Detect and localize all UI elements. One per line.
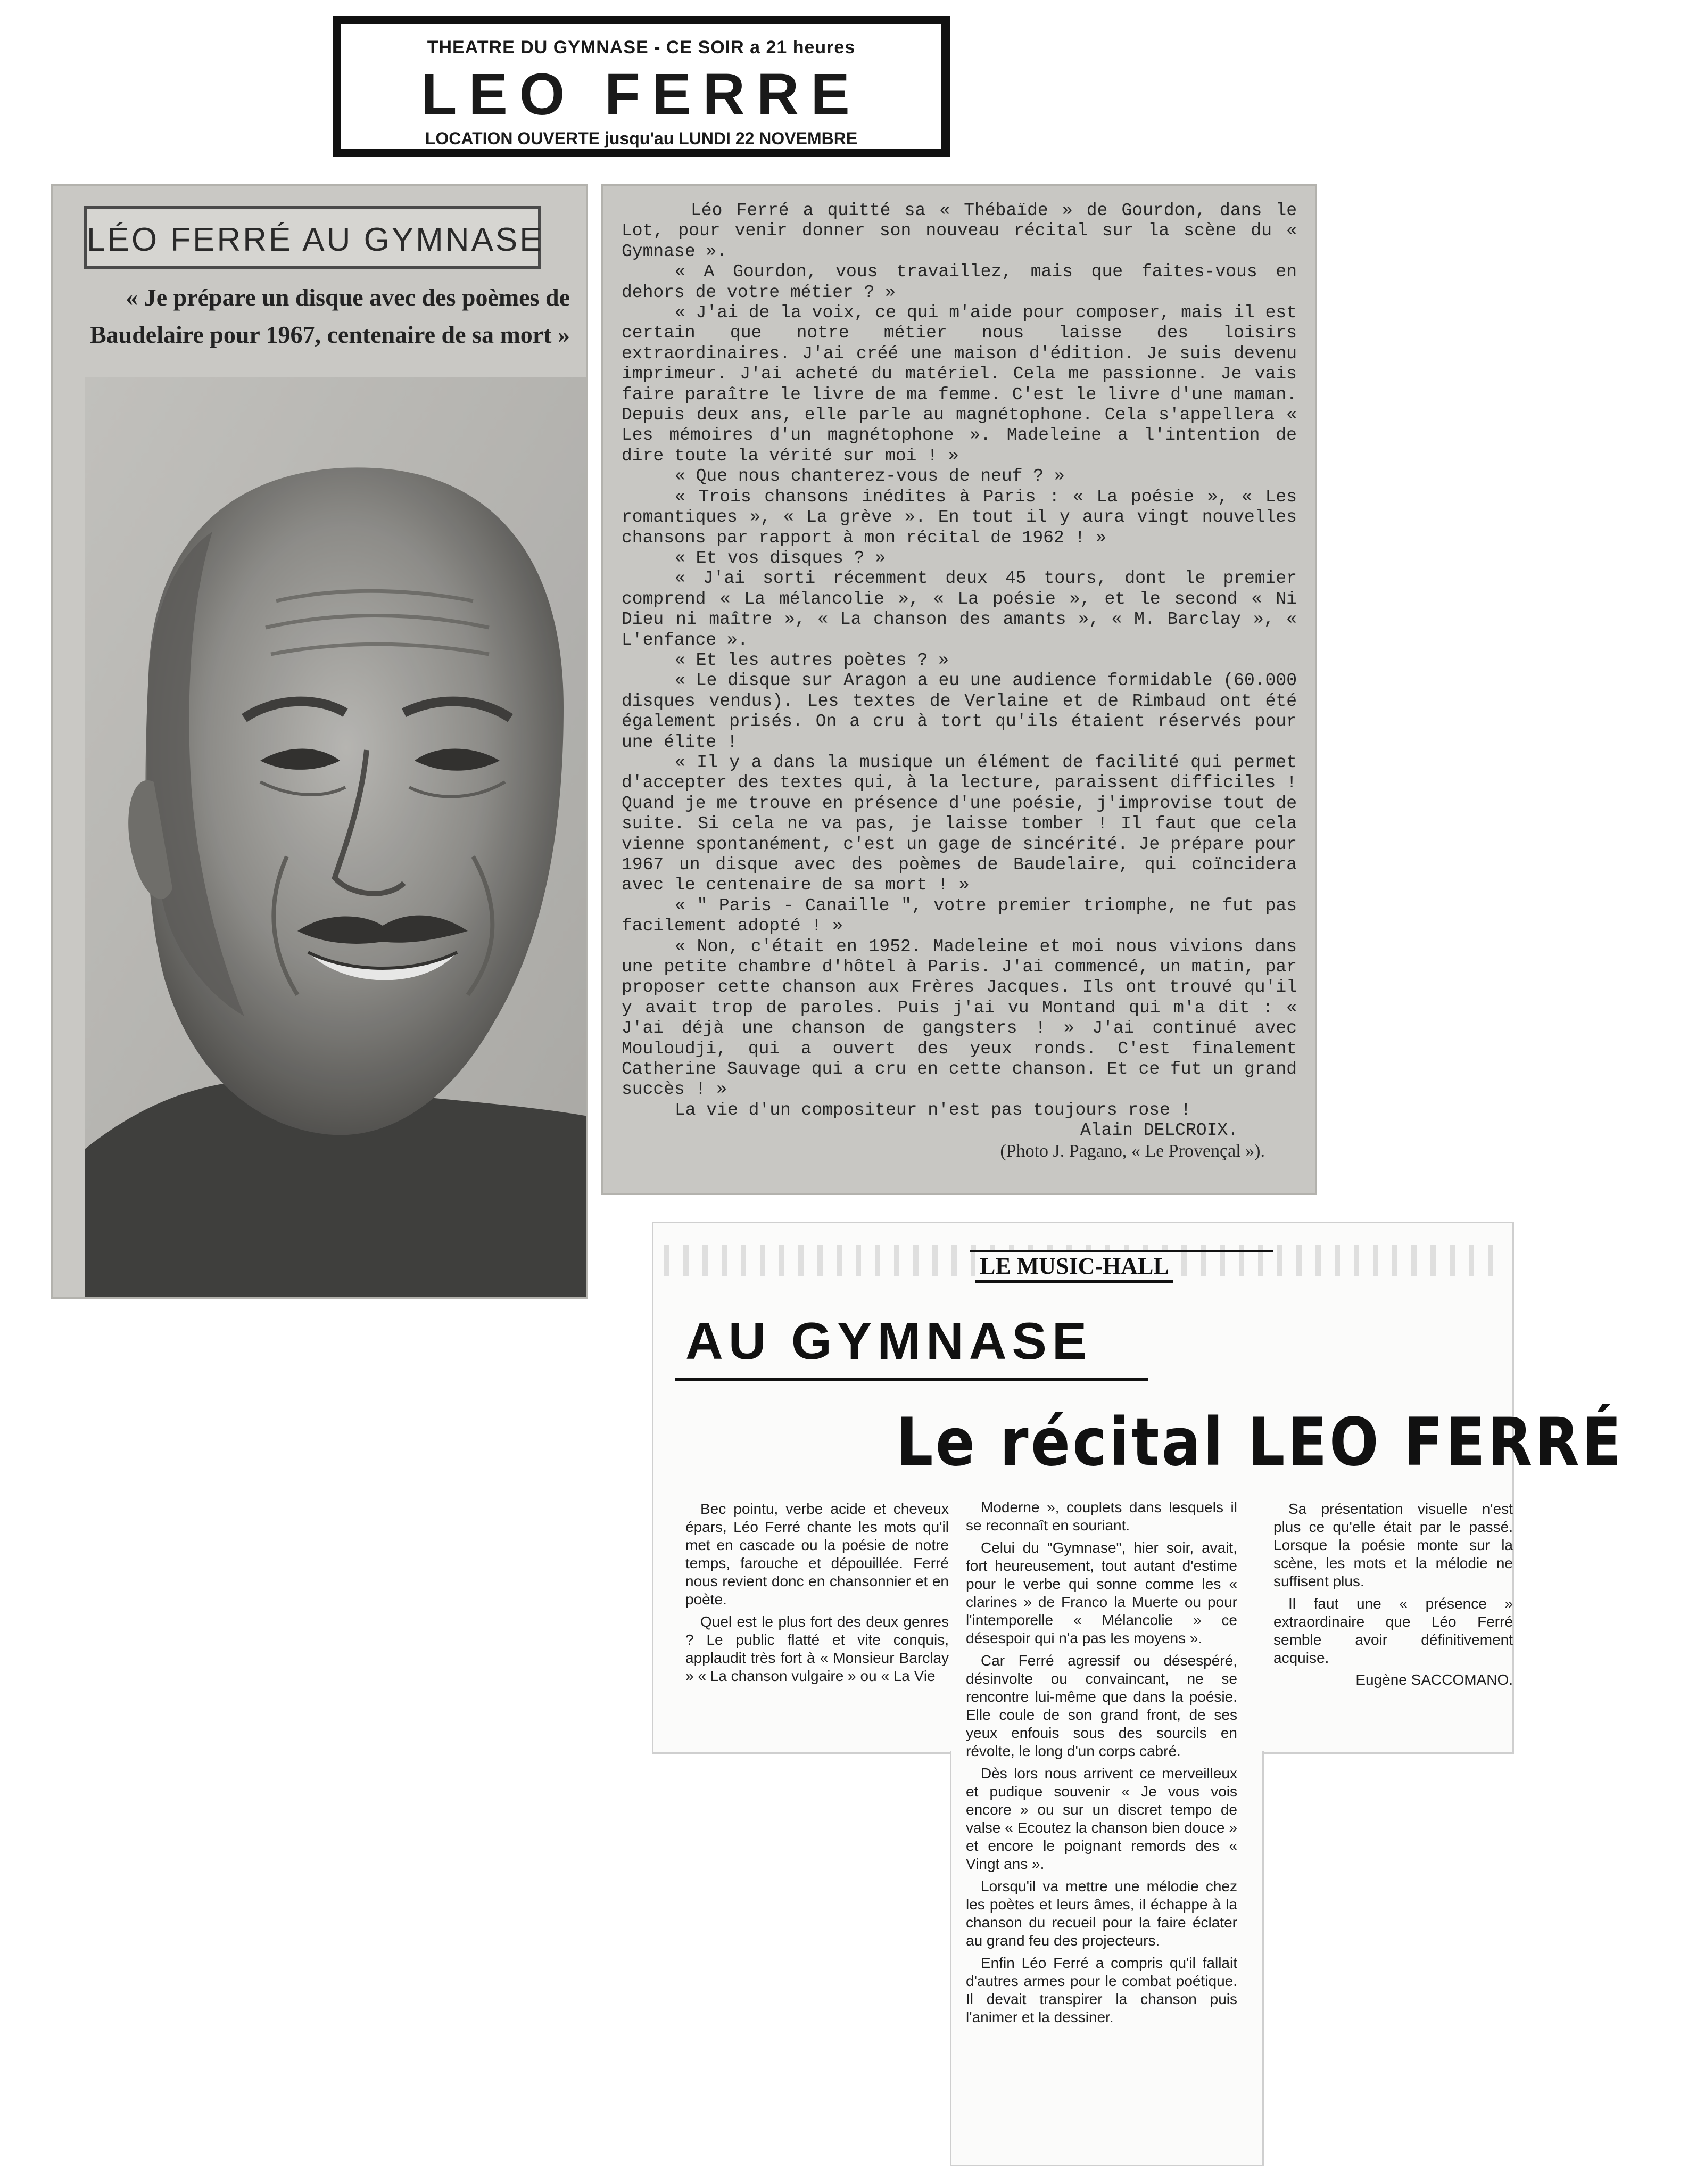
review-paragraph: Il faut une « présence » extraordinaire que Léo Ferré semble avoir définitivement acquise. — [1273, 1595, 1513, 1666]
portrait-photo — [85, 377, 588, 1299]
interview-paragraph: « Le disque sur Aragon a eu une audience formidable (60.000 disques vendus). Les textes de Verlaine et de Rimbaud ont été également prisés. On a cru à tort qu'ils étaient réservés pour une élite ! — [622, 671, 1297, 752]
interview-paragraph: La vie d'un compositeur n'est pas toujours rose ! — [675, 1100, 1191, 1120]
review-kicker: AU GYMNASE — [685, 1312, 1093, 1370]
interview-text-clipping — [601, 184, 1317, 1195]
interview-pull-quote: « Je prépare un disque avec des poèmes de Baudelaire pour 1967, centenaire de sa mort » — [89, 284, 570, 348]
review-signature: Eugène SACCOMANO. — [1355, 1671, 1513, 1688]
photo-credit: (Photo J. Pagano, « Le Provençal »). — [1000, 1141, 1265, 1161]
review-rubric: LE MUSIC-HALL — [975, 1252, 1173, 1283]
interview-paragraph: « J'ai sorti récemment deux 45 tours, dont le premier comprend « La mélancolie », « La poésie », et le second « Ni Dieu ni maître », « La chanson des amants », « M. Barclay », « L'enfance ». — [622, 568, 1297, 650]
interview-heading: LÉO FERRÉ AU GYMNASE — [87, 221, 544, 258]
review-column-2 — [966, 1498, 1237, 2031]
interview-body — [622, 201, 1297, 1120]
interview-paragraph: « Trois chansons inédites à Paris : « La poésie », « Les romantiques », « La grève ». En tout il y aura vingt nouvelles chansons par rapport à mon récital de 1962 ! » — [622, 487, 1297, 548]
review-paragraph: Moderne », couplets dans lesquels il se reconnaît en souriant. — [966, 1499, 1237, 1534]
interview-paragraph: Léo Ferré a quitté sa « Thébaïde » de Gourdon, dans le Lot, pour venir donner son nouveau récital sur la scène du « Gymnase ». — [622, 201, 1297, 261]
interview-paragraph: « Que nous chanterez-vous de neuf ? » — [675, 466, 1065, 487]
interview-paragraph: « Non, c'était en 1952. Madeleine et moi nous vivions dans une petite chambre d'hôtel à Paris. J'ai commencé, un matin, par proposer cette chanson aux Frères Jacques. Ils ont trouvé qu'il y avait trop de paroles. Puis j'ai vu Montand qui m'a dit : « J'ai déjà une chanson de gangsters ! » J'ai continué avec Mouloudji, qui a ouvert des yeux ronds. C'est finalement Catherine Sauvage qui a cru en cette chanson. Et ce fut un grand succès ! » — [622, 936, 1297, 1100]
review-column-1 — [685, 1500, 949, 1689]
review-paragraph: Quel est le plus fort des deux genres ? Le public flatté et vite conquis, applaudit très fort à « Monsieur Barclay » « La chanson vulgaire » ou « La Vie — [685, 1613, 949, 1684]
review-paragraph: Sa présentation visuelle n'est plus ce qu'elle était par le passé. Lorsque la poésie monte sur la scène, les mots et la mélodie ne suffisent plus. — [1273, 1501, 1513, 1589]
advertisement-clipping — [322, 5, 961, 168]
interview-paragraph: « Et les autres poètes ? » — [675, 650, 949, 670]
advertisement-title: LEO FERRE — [421, 62, 862, 127]
review-paragraph: Car Ferré agressif ou désespéré, désinvolte ou convaincant, ne se rencontre lui-même que dans la poésie. Elle coule de son grand front, de ses yeux enfouis sous des sourcils en révolte, le long d'un corps cabré. — [966, 1652, 1237, 1759]
review-column-3 — [1273, 1500, 1513, 1688]
review-paragraph: Dès lors nous arrivent ce merveilleux et pudique souvenir « Je vous vois encore » ou sur un discret tempo de valse « Ecoutez la chanson bien douce » et encore le poignant remords des « Vingt ans ». — [966, 1765, 1237, 1872]
review-clipping — [652, 1222, 1624, 2158]
advertisement-frame — [333, 16, 950, 157]
review-paragraph: Bec pointu, verbe acide et cheveux épars, Léo Ferré chante les mots qu'il met en cascade ou la poésie de notre temps, farouche et dépouillée. Ferré nous revient donc en chansonnier et en poète. — [685, 1501, 949, 1608]
review-headline: Le récital LEO FERRÉ — [896, 1404, 1624, 1481]
review-paragraph: Celui du "Gymnase", hier soir, avait, fort heureusement, tout autant d'estime pour le verbe qui sonne comme les « clarines » de Franco la Muerte ou pour l'intemporelle « Mélancolie » ce désespoir qui n'a pas les moyens ». — [966, 1539, 1237, 1646]
interview-paragraph: « " Paris - Canaille ", votre premier triomphe, ne fut pas facilement adopté ! » — [622, 895, 1297, 936]
interview-paragraph: « A Gourdon, vous travaillez, mais que faites-vous en dehors de votre métier ? » — [622, 262, 1297, 302]
interview-photo-clipping — [51, 184, 588, 1299]
interview-paragraph: « J'ai de la voix, ce qui m'aide pour composer, mais il est certain que notre métier nous laisse des loisirs extraordinaires. J'ai créé une maison d'édition. Je suis devenu imprimeur. J'ai acheté du matériel. Cela me passionne. Je vais faire paraître le livre de ma femme. C'est le livre d'une maman. Depuis deux ans, elle parle au magnétophone. Cela s'appellera « Les mémoires d'un magnétophone ». Madeleine a l'intention de dire toute la vérité sur moi ! » — [622, 303, 1297, 466]
interview-paragraph: « Il y a dans la musique un élément de facilité qui permet d'accepter des textes qui, à la lecture, paraissent difficiles ! Quand je me trouve en présence d'une poésie, j'improvise tout de suite. Si cela ne va pas, je laisse tomber ! Il faut que cela vienne spontanément, c'est un gage de sincérité. Je prépare pour 1967 un disque avec des poèmes de Baudelaire, qui coïncidera avec le centenaire de sa mort ! » — [622, 752, 1297, 895]
interview-signature: Alain DELCROIX. — [1080, 1120, 1238, 1141]
kicker-rule — [675, 1378, 1148, 1381]
advertisement-booking-line: LOCATION OUVERTE jusqu'au LUNDI 22 NOVEMBRE — [425, 129, 858, 148]
review-paragraph: Enfin Léo Ferré a compris qu'il fallait d'autres armes pour le combat poétique. Il devait transpirer la chanson puis l'animer et la dessiner. — [966, 1955, 1237, 2025]
interview-heading-box — [84, 206, 544, 269]
review-paragraph: Lorsqu'il va mettre une mélodie chez les poètes et leurs âmes, il échappe à la chanson du recueil pour la faire éclater au grand feu des projecteurs. — [966, 1878, 1237, 1949]
advertisement-venue-line: THEATRE DU GYMNASE - CE SOIR a 21 heures — [427, 37, 856, 57]
interview-paragraph: « Et vos disques ? » — [675, 548, 886, 568]
